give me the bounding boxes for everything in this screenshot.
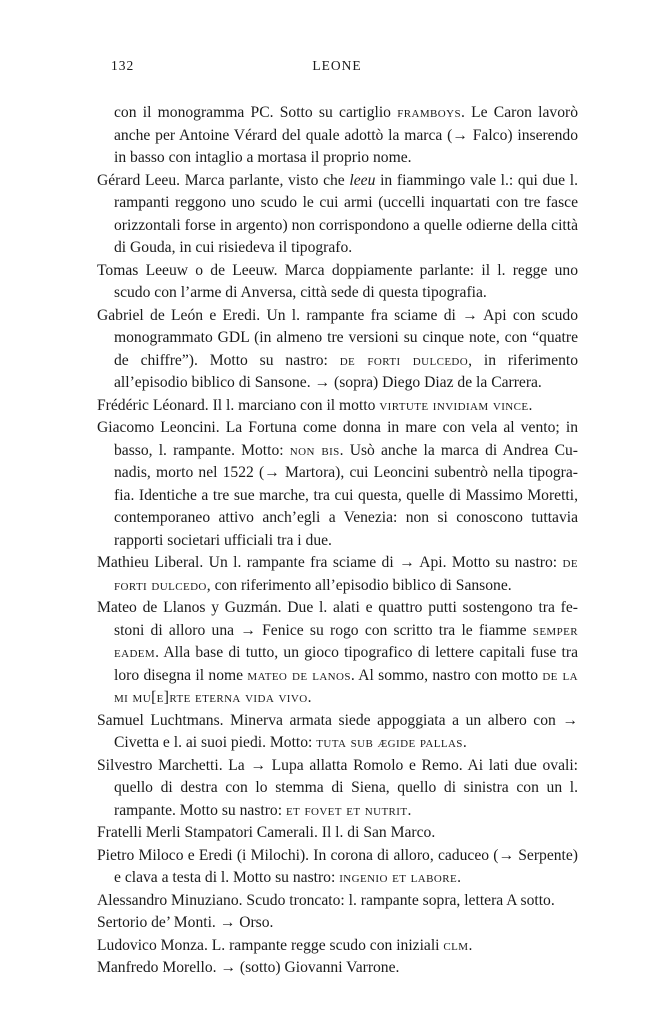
entry-text: Samuel Luchtmans. Minerva armata siede appoggiata a un albero con → Civetta e l. ai suoi piedi. Motto: [97, 711, 578, 751]
entry-text: Sertorio de’ Monti. → Orso. [97, 914, 274, 931]
small-caps-text: semper eadem [114, 621, 578, 661]
entry-text: . Al sommo, nastro con motto [350, 666, 543, 684]
entry-tomas-leeuw [97, 260, 578, 305]
small-caps-text: tuta sub ægide pallas [316, 734, 463, 751]
small-caps-text: framboys [397, 104, 461, 121]
entry-alessandro-minuziano [97, 890, 578, 913]
entry-gabriel-de-leon [97, 305, 578, 395]
entry-ludovico-monza [97, 935, 578, 958]
small-caps-text: clm [443, 936, 469, 954]
small-caps-text: ingenio et labore [339, 869, 458, 886]
entry-text: . [307, 689, 312, 706]
entry-text: Gérard Leeu. Marca parlante, visto che [97, 171, 350, 189]
entry-text: Alessandro Minuziano. Scudo troncato: l. rampante sopra, lettera A sotto. [97, 891, 555, 909]
entry-text: Mateo de Llanos y Guzmán. Due l. alati e quattro putti sostengono tra festoni di alloro una → Fenice su rogo con scritto tra le fiamme [97, 599, 578, 639]
entry-text: . Le Caron lavorò anche per Antoine Vérard del quale adottò la marca (→ Falco) inserendo in basso con intaglio a mortasa il proprio nome. [114, 104, 578, 166]
entry-text: Frédéric Léonard. Il l. marciano con il motto [97, 396, 380, 414]
entry-text: Manfredo Morello. → (sotto) Giovanni Varrone. [97, 959, 400, 976]
text-block [97, 102, 578, 980]
entry-text: . [468, 936, 473, 954]
entry-text: Tomas Leeuw o de Leeuw. Marca doppiamente parlante: il l. regge uno scudo con l’arme di Anversa, città sede di questa tipografia. [97, 261, 578, 301]
entry-text: . Usò anche la marca di Andrea Cunadis, morto nel 1522 (→ Martora), cui Leoncini subentrò nella tipografia. Identiche a tre sue marche, tra cui questa, quelle di Massimo Moretti, contemporaneo attivo anch’egli a Venezia: non si conoscono tuttavia rapporti societari ufficiali tra i due. [114, 441, 578, 549]
entry-text: Giacomo Leoncini. La Fortuna come donna in mare con vela al vento; in basso, l. rampante. Motto: [97, 419, 578, 459]
entry-sertorio-de-monti [97, 912, 578, 935]
entry-cont-framboys [97, 102, 578, 170]
entry-text: Pietro Miloco e Eredi (i Milochi). In corona di alloro, caduceo (→ Serpente) e clava a testa di l. Motto su nastro: [97, 846, 578, 886]
entry-pietro-miloco [97, 845, 578, 890]
entry-fratelli-merli [97, 822, 578, 845]
entry-text: , in riferimento all’episodio biblico di Sansone. → (sopra) Diego Diaz de la Carrera. [114, 351, 578, 391]
small-caps-text: mateo de lanos [247, 666, 351, 684]
entry-text: Mathieu Liberal. Un l. rampante fra sciame di → Api. Motto su nastro: [97, 554, 563, 571]
entry-text: . Alla base di tutto, un gioco tipografico di lettere capitali fuse tra loro disegna il nome [114, 644, 578, 684]
entry-text: Fratelli Merli Stampatori Camerali. Il l. di San Marco. [97, 824, 436, 841]
small-caps-text: de forti dulcedo [339, 351, 469, 369]
entry-samuel-luchtmans [97, 710, 578, 755]
entry-text: , con riferimento all’episodio biblico di Sansone. [206, 576, 512, 594]
page-number: 132 [111, 58, 135, 73]
small-caps-text: de la mi mu[e]rte eterna vida vivo [114, 666, 578, 706]
small-caps-text: non bis [289, 441, 340, 459]
entry-text: Ludovico Monza. L. rampante regge scudo con iniziali [97, 936, 444, 954]
small-caps-text: de forti dulcedo [114, 554, 578, 594]
entry-mathieu-liberal [97, 552, 578, 597]
entry-text: in fiammingo vale l.: qui due l. rampanti reggono uno scudo le cui armi (uccelli inquartati con tre fasce orizzontali forse in argento) non corrispondono a quelle odierne della città di Gouda, in cui risiedeva il tipografo. [114, 171, 578, 256]
entry-silvestro-marchetti [97, 755, 578, 823]
entry-frederic-leonard [97, 395, 578, 418]
entry-giacomo-leoncini [97, 417, 578, 552]
entry-text: con il monogramma PC. Sotto su cartiglio [114, 104, 398, 121]
entry-text: . [528, 396, 533, 414]
entry-text: . [407, 801, 412, 819]
running-title: LEONE [312, 58, 362, 73]
italic-text: leeu [349, 171, 376, 189]
entry-text: Silvestro Marchetti. La → Lupa allatta Romolo e Remo. Ai lati due ovali: quello di destra con lo stemma di Siena, quello di sinistra con un l. rampante. Motto su nastro: [97, 756, 578, 819]
running-head [97, 58, 577, 78]
small-caps-text: et fovet et nutrit [285, 801, 408, 819]
entry-text: . [457, 869, 461, 886]
entry-gerard-leeu [97, 170, 578, 260]
entry-mateo-de-llanos [97, 597, 578, 710]
small-caps-text: virtute invidiam vince [379, 396, 529, 414]
entry-text: Gabriel de León e Eredi. Un l. rampante fra sciame di → Api con scudo monogrammato GDL (in almeno tre versioni su cinque note, con “quatre de chiffre”). Motto su nastro: [97, 306, 578, 369]
entry-text: . [462, 734, 467, 751]
entry-manfredo-morello [97, 957, 578, 980]
